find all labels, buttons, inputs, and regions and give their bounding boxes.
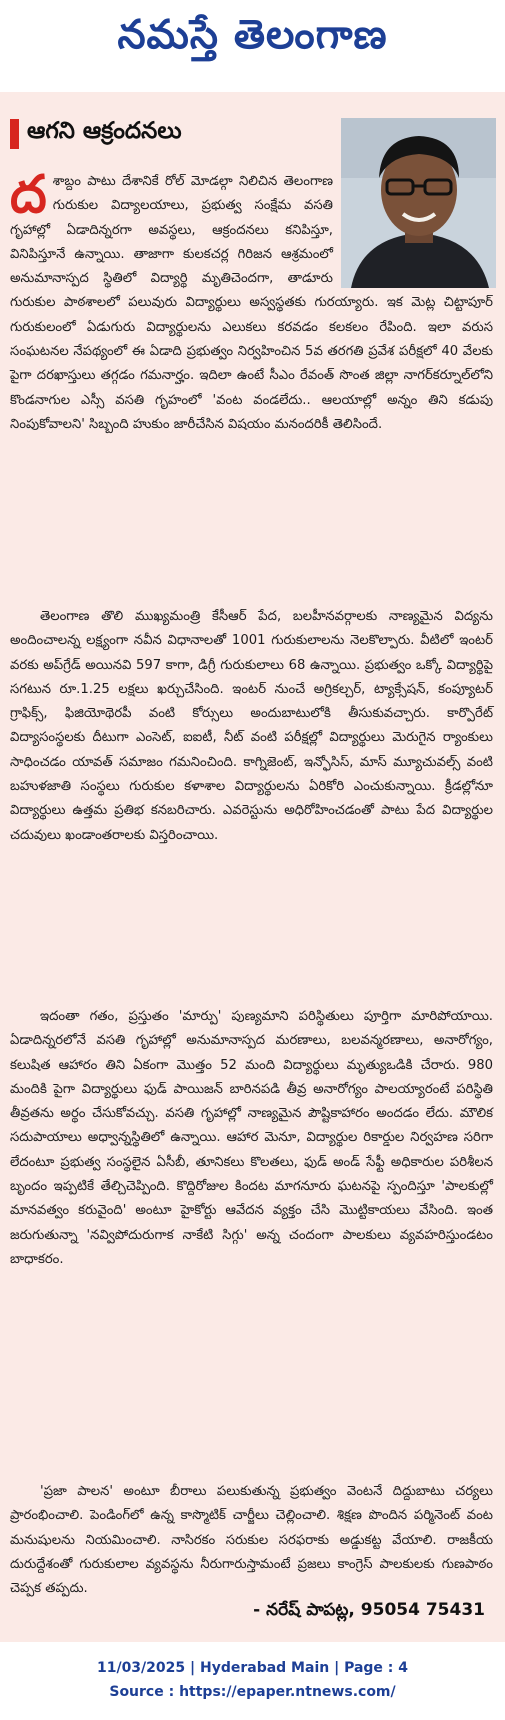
footer-edition-info: 11/03/2025 | Hyderabad Main | Page : 4 xyxy=(96,1660,409,1676)
masthead xyxy=(0,0,505,80)
headline-accent-bar xyxy=(10,119,19,149)
article-paragraph-2: తెలంగాణ తొలి ముఖ్యమంత్రి కేసీఆర్ పేద, బలహీనవర్గాలకు నాణ్యమైన విద్యను అందించాలన్న లక్ష్యంగా నవీన విధానాలతో 1001 గురుకులాలను నెలకొల్పారు. వీటిలో ఇంటర్ వరకు అప్‌గ్రేడ్ అయినవి 597 కాగా, డిగ్రీ గురుకులాలు 68 ఉన్నాయి. ప్రభుత్వం ఒక్కో విద్యార్థిపై సగటున రూ.1.25 లక్షలు ఖర్చుచేసింది. ఇంటర్ నుంచే అగ్రికల్చర్, ట్యాక్సేషన్, కంప్యూటర్ గ్రాఫిక్స్, ఫిజియోథెరపీ వంటి కోర్సులు అందుబాటులోకి తీసుకువచ్చారు. కార్పొరేట్ విద్యాసంస్థలకు దీటుగా ఎంసెట్, ఐఐటీ, నీట్ వంటి పరీక్షల్లో విద్యార్థులు మెరుగైన ర్యాంకులు సాధించడం యావత్ సమాజం గమనించింది. కాగ్నిజెంట్, ఇన్ఫోసిస్, మాస్ మ్యూచువల్స్ వంటి బహుళజాతి సంస్థలు గురుకుల కళాశాల విద్యార్థులను ఏరికోరి ఎంచుకున్నాయి. క్రీడల్లోనూ విద్యార్థులు ఉత్తమ ప్రతిభ కనబరిచారు. ఎవరెస్టును అధిరోహించడంతో పాటు పేద విద్యార్థుల చదువులు ఖండాంతరాలకు విస్తరించాయి. xyxy=(10,609,493,843)
article-headline-block xyxy=(10,118,182,150)
footer-source: Source : https://epaper.ntnews.com/ xyxy=(109,1684,396,1700)
newspaper-title: నమస్తే తెలంగాణ xyxy=(117,12,388,58)
article-paragraph-4: 'ప్రజా పాలన' అంటూ బీరాలు పలుకుతున్న ప్రభుత్వం వెంటనే దిద్దుబాటు చర్యలు ప్రారంభించాలి. పెండింగ్‌లో ఉన్న కాస్మొటిక్ చార్జీలు చెల్లించాలి. శిక్షణ పొందిన పర్మినెంట్ వంట మనుషులను నియమించాలి. నాసిరకం సరుకుల సరఫరాకు అడ్డుకట్ట వేయాలి. రాజకీయ దురుద్దేశంతో గురుకులాల వ్యవస్థను నీరుగారుస్తామంటే ప్రజలు కాంగ్రెస్ పాలకులకు గుణపాఠం చెప్పక తప్పదు. xyxy=(10,1484,493,1597)
article-headline: ఆగని ఆక్రందనలు xyxy=(27,118,182,144)
photo-wrap-spacer xyxy=(333,170,493,276)
article-paragraph-3: ఇదంతా గతం, ప్రస్తుతం 'మార్పు' పుణ్యమాని పరిస్థితులు పూర్తిగా మారిపోయాయి. ఏడాదిన్నరలోనే వసతి గృహాల్లో అనుమానాస్పద మరణాలు, బలవన్మరణాలు, అనారోగ్యం, కలుషిత ఆహారం తిని ఏకంగా మొత్తం 52 మంది విద్యార్థులు మృత్యుఒడికి చేరారు. 980 మందికి పైగా విద్యార్థులు ఫుడ్ పాయిజన్ బారినపడి తీవ్ర అనారోగ్యం పాలయ్యారంటే పరిస్థితి తీవ్రతను అర్థం చేసుకోవచ్చు. వసతి గృహాల్లో నాణ్యమైన పౌష్టికాహారం అందడం లేదు. మౌలిక సదుపాయాలు అధ్వాన్నస్థితిలో ఉన్నాయి. ఆహార మెనూ, విద్యార్థుల రికార్డుల నిర్వహణ సరిగా లేదంటూ ప్రభుత్వ సంస్థలైన ఏసీబీ, తూనికలు కొలతలు, ఫుడ్ అండ్ సేఫ్టీ అధికారుల పరిశీలన బృందం ఇప్పటికే తేల్చిచెప్పింది. కొద్దిరోజుల కిందట మాగనూరు ఘటనపై స్పందిస్తూ 'పాలకుల్లో మానవత్వం కరువైంది' అంటూ హైకోర్టు ఆవేదన వ్యక్తం చేసి మొట్టికాయలు వేసింది. ఇంత జరుగుతున్నా 'నవ్విపోదురుగాక నాకేటి సిగ్గు' అన్న చందంగా పాలకులు వ్యవహరిస్తుండటం బాధాకరం. xyxy=(10,1009,493,1267)
paragraph-1-text: శాబ్దం పాటు దేశానికే రోల్ మోడల్గా నిలిచిన తెలంగాణ గురుకుల విద్యాలయాలు, ప్రభుత్వ సంక్షేమ వసతి గృహాల్లో ఏడాదిన్నరగా అవస్థలు, ఆక్రందనలు కనిపిస్తూ, వినిపిస్తూనే ఉన్నాయి. తాజాగా కులకచర్ల గిరిజన ఆశ్రమంలో అనుమానాస్పద స్థితిలో విద్యార్థి మృతిచెందగా, తాడూరు గురుకుల పాఠశాలలో పలువురు విద్యార్థులు అస్వస్థతకు గురయ్యారు. ఇక మెట్ల చిట్టాపూర్ గురుకులంలో ఏడుగురు విద్యార్థులను ఎలుకలు కరవడం కలకలం రేపింది. ఇలా వరుస సంఘటనల నేపథ్యంలో ఈ ఏడాది ప్రభుత్వం నిర్వహించిన 5వ తరగతి ప్రవేశ పరీక్షలో 40 వేలకు పైగా దరఖాస్తులు తగ్గడం గమనార్హం. ఇదిలా ఉంటే సీఎం రేవంత్ సొంత జిల్లా నాగర్‌కర్నూల్‌లోని కొండనాగుల ఎస్సీ వసతి గృహంలో 'వంట వండలేదు.. ఆలయాల్లో అన్నం తిని కడుపు నింపుకోవాలని' సిబ్బంది హుకుం జారీచేసిన విషయం మనందరికీ తెలిసిందే. xyxy=(10,174,493,432)
drop-cap: ద xyxy=(10,165,47,225)
article-paragraph-1 xyxy=(10,165,493,437)
author-byline: - నరేష్ పాపట్ల, 95054 75431 xyxy=(253,1600,485,1620)
